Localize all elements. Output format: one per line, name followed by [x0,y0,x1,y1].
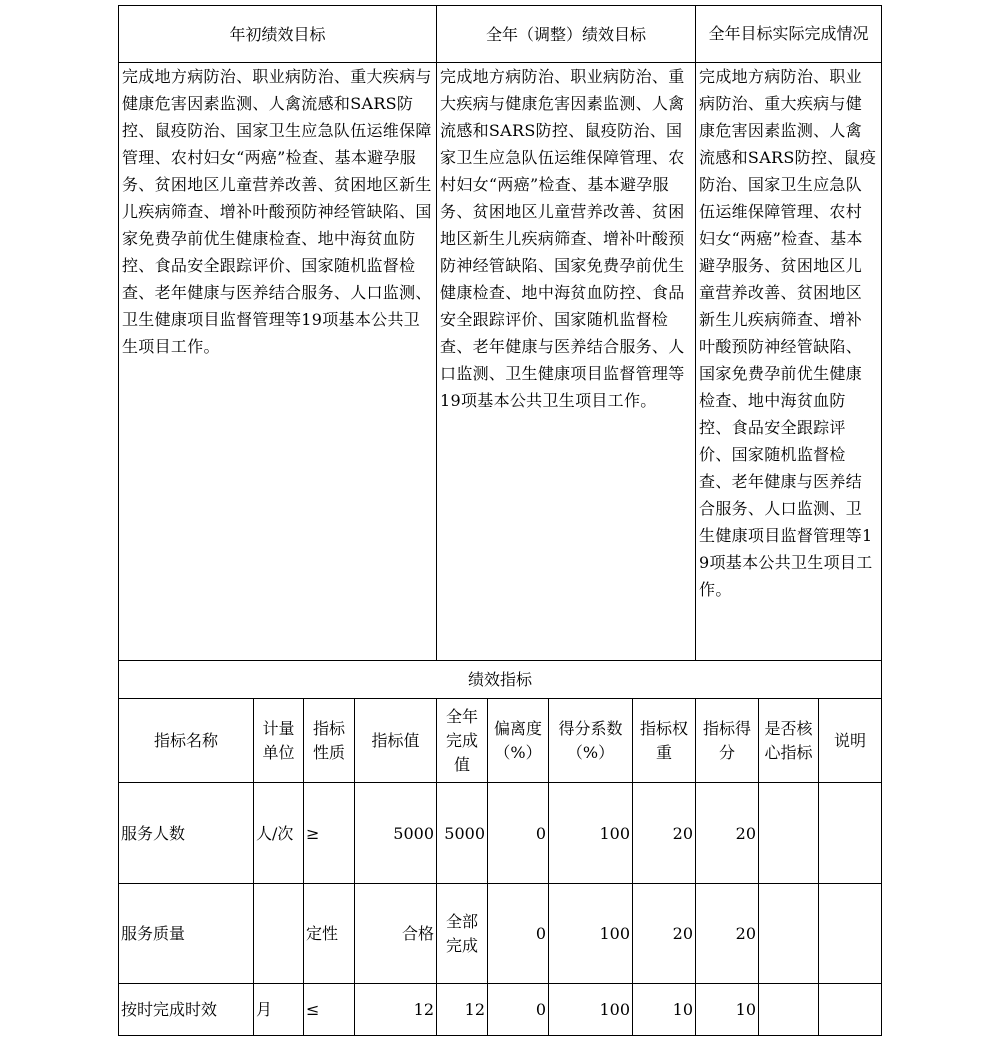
actual-completion-text: 完成地方病防治、职业病防治、重大疾病与健康危害因素监测、人禽流感和SARS防控、鼠疫防治、国家卫生应急队伍运维保障管理、农村妇女“两癌”检查、基本避孕服务、贫困地区儿童营养改善、贫困地区新生儿疾病筛查、增补叶酸预防神经管缺陷、国家免费孕前优生健康检查、地中海贫血防控、食品安全跟踪评价、国家随机监督检查、老年健康与医养结合服务、人口监测、卫生健康项目监督管理等19项基本公共卫生项目工作。 [696,63,882,661]
initial-goal-text: 完成地方病防治、职业病防治、重大疾病与健康危害因素监测、人禽流感和SARS防控、鼠疫防治、国家卫生应急队伍运维保障管理、农村妇女“两癌”检查、基本避孕服务、贫困地区儿童营养改善、贫困地区新生儿疾病筛查、增补叶酸预防神经管缺陷、国家免费孕前优生健康检查、地中海贫血防控、食品安全跟踪评价、国家随机监督检查、老年健康与医养结合服务、人口监测、卫生健康项目监督管理等19项基本公共卫生项目工作。 [119,63,437,661]
indicators-section-title: 绩效指标 [119,661,882,699]
cell-actual: 12 [437,984,488,1036]
col-header-actual: 全年完成值 [437,699,488,783]
col-header-score: 指标得分 [696,699,759,783]
cell-score: 10 [696,984,759,1036]
cell-nature: ≥ [304,783,355,884]
cell-weight: 10 [633,984,696,1036]
adjusted-goal-text: 完成地方病防治、职业病防治、重大疾病与健康危害因素监测、人禽流感和SARS防控、鼠疫防治、国家卫生应急队伍运维保障管理、农村妇女“两癌”检查、基本避孕服务、贫困地区儿童营养改善、贫困地区新生儿疾病筛查、增补叶酸预防神经管缺陷、国家免费孕前优生健康检查、地中海贫血防控、食品安全跟踪评价、国家随机监督检查、老年健康与医养结合服务、人口监测、卫生健康项目监督管理等19项基本公共卫生项目工作。 [437,63,696,661]
cell-actual: 5000 [437,783,488,884]
cell-name: 服务质量 [119,884,254,984]
cell-target: 合格 [355,884,437,984]
cell-deviation: 0 [488,984,549,1036]
cell-note [819,783,882,884]
col-header-weight: 指标权重 [633,699,696,783]
cell-coefficient: 100 [549,984,633,1036]
header-initial-goal: 年初绩效目标 [119,6,437,63]
cell-note [819,984,882,1036]
cell-coefficient: 100 [549,884,633,984]
cell-deviation: 0 [488,783,549,884]
cell-core [759,984,819,1036]
cell-unit: 月 [254,984,304,1036]
cell-coefficient: 100 [549,783,633,884]
table-row [119,984,882,1036]
cell-nature: ≤ [304,984,355,1036]
cell-score: 20 [696,884,759,984]
cell-target: 12 [355,984,437,1036]
col-header-name: 指标名称 [119,699,254,783]
header-actual-completion: 全年目标实际完成情况 [696,6,882,63]
col-header-core: 是否核心指标 [759,699,819,783]
col-header-deviation: 偏离度（%） [488,699,549,783]
cell-actual: 全部完成 [437,884,488,984]
cell-unit: 人/次 [254,783,304,884]
cell-weight: 20 [633,783,696,884]
cell-core [759,783,819,884]
cell-name: 按时完成时效 [119,984,254,1036]
cell-weight: 20 [633,884,696,984]
col-header-coefficient: 得分系数（%） [549,699,633,783]
performance-table [118,5,882,1036]
cell-note [819,884,882,984]
cell-target: 5000 [355,783,437,884]
table-row [119,783,882,884]
cell-deviation: 0 [488,884,549,984]
cell-name: 服务人数 [119,783,254,884]
col-header-note: 说明 [819,699,882,783]
cell-core [759,884,819,984]
col-header-unit: 计量单位 [254,699,304,783]
col-header-nature: 指标性质 [304,699,355,783]
col-header-target: 指标值 [355,699,437,783]
cell-unit [254,884,304,984]
header-adjusted-goal: 全年（调整）绩效目标 [437,6,696,63]
cell-nature: 定性 [304,884,355,984]
cell-score: 20 [696,783,759,884]
table-row [119,884,882,984]
